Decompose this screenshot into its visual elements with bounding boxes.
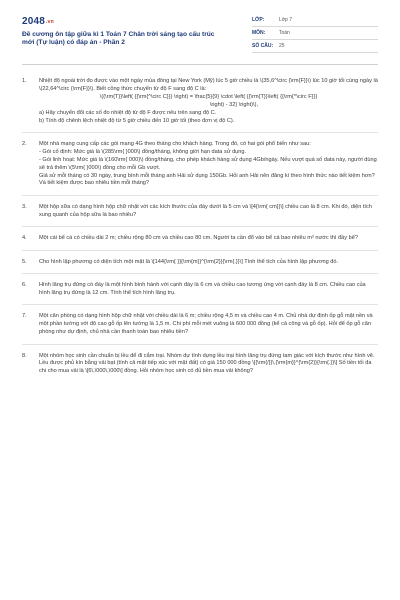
question-item <box>22 313 378 337</box>
meta-key: SỐ CÂU: <box>252 43 274 49</box>
question-text-line: Một căn phòng có dạng hình hộp chữ nhật với chiều dài là 6 m; chiều rộng 4,5 m và chiều cao 4 m. Chủ nhà dự định ốp gỗ mặt nền và một phần tường với độ cao gỗ ốp lên tường là 1,5 m. Chi phí mỗi mét vuông là 600 000 đồng (kể cả công và gỗ ốp). Hỏi để ốp gỗ căn phòng như dự định, chủ nhà cần thanh toán bao nhiêu tiền? <box>39 313 375 336</box>
question-separator <box>22 250 378 251</box>
document-meta <box>252 14 378 53</box>
question-separator <box>22 195 378 196</box>
question-text-line: \({\rm{T}}\left( {{\rm{^\circ C}}} \right) = \frac{5}{9} \cdot \left( {{\rm{T}}\left( {{\rm{^\circ F}}} <box>99 93 318 100</box>
question-text-line: Một hộp sữa có dạng hình hộp chữ nhật với các kích thước của đáy dưới là 5 cm và \[4{\rm{ cm}}\] chiều cao là 8 cm. Khi đó, diện tích xung quanh của hộp sữa là bao nhiêu? <box>39 203 374 218</box>
question-number: 4. <box>22 235 27 242</box>
question-text-line: a) Hãy chuyển đổi các số đo nhiệt độ từ độ F được nêu trên sang độ C. <box>39 109 217 116</box>
meta-row-question-count <box>252 40 378 53</box>
question-separator <box>22 273 378 274</box>
question-number: 6. <box>22 282 27 288</box>
document-title: Đề cương ôn tập giữa kì 1 Toán 7 Chân trời sáng tạo cấu trúc mới (Tự luận) có đáp án - Phần 2 <box>22 31 215 47</box>
document-header <box>22 14 378 60</box>
question-text-line: Một nhà mạng cung cấp các gói mạng 4G theo tháng cho khách hàng. Trong đó, có hai gói phổ biến như sau: <box>39 140 311 147</box>
question-separator <box>22 304 378 305</box>
question-text-line: Hình lăng trụ đứng có đáy là một hình bình hành với cạnh đáy là 6 cm và chiều cao tương ứng với cạnh đáy là 8 cm. Chiều cao của hình lăng trụ đứng là 12 cm. Tính thể tích hình lăng trụ. <box>39 282 368 296</box>
question-text-line: Một nhóm học sinh cần chuẩn bị lều để đi cắm trại. Nhóm dự tính dựng lều trại hình lăng trụ đứng tam giác với kích thước như hình vẽ. Lều được phủ kín bằng vải bạt (tính cả mặt tiếp xúc với mặt đất) có giá 150 000 đồng \[{\rm{/}}\,{\rm{m}}^{\rm{2}}{\rm{.}}\] Số tiền tối đa chi cho mua vải là \[6\,\000\,\000\] đồng. Hỏi nhóm học sinh có đủ tiền mua vải không? <box>39 352 377 375</box>
meta-row-grade <box>252 14 378 27</box>
question-number: 3. <box>22 203 27 210</box>
question-item <box>22 78 378 125</box>
question-separator <box>22 132 378 133</box>
question-text-line: - Gói cố định: Mức giá là \(285\rm{ }000\) đồng/tháng, không giới hạn data sử dụng. <box>39 148 247 155</box>
question-text-line: \right) - 32} \right)\), <box>209 101 258 108</box>
question-text-line: Giả sử mỗi tháng có 30 ngày, trung bình mỗi tháng anh Hải sử dụng 150Gb. Hỏi anh Hải nên đăng kí theo hình thức nào tiết kiệm hơn? Và tiết kiệm được bao nhiêu tiền mỗi tháng? <box>39 172 377 187</box>
meta-value: Toán <box>279 30 290 36</box>
question-separator <box>22 344 378 345</box>
question-item <box>22 235 378 243</box>
question-text-line: Một cái bể cá có chiều dài 2 m; chiều rộng 80 cm và chiều cao 80 cm. Người ta cần đổ vào bể cá bao nhiêu m³ nước thì đầy bể? <box>39 235 358 242</box>
site-logo[interactable] <box>22 16 54 27</box>
question-separator <box>22 226 378 227</box>
question-number: 1. <box>22 78 27 84</box>
question-item <box>22 204 378 220</box>
logo-main-text: 2048 <box>22 16 46 27</box>
question-number: 2. <box>22 140 27 147</box>
meta-key: LỚP: <box>252 17 265 23</box>
meta-row-subject <box>252 27 378 40</box>
meta-key: MÔN: <box>252 30 266 36</box>
question-number: 5. <box>22 258 27 265</box>
question-item <box>22 282 378 298</box>
question-item <box>22 141 378 188</box>
question-item <box>22 353 378 377</box>
meta-value: Lớp 7 <box>279 17 293 23</box>
question-text-line: Nhiệt độ ngoài trời đo được vào một ngày mùa đông tại New York (Mỹ) lúc 5 giờ chiều là \(35,6^\circ {\rm{F}}\) lúc 10 giờ tối cùng ngày là \(22,64^\circ {\rm{F}}\). Biết công thức chuyển từ độ F sang độ C là: <box>39 78 380 92</box>
question-item <box>22 259 378 267</box>
header-divider <box>22 64 378 65</box>
question-number: 7. <box>22 313 27 320</box>
question-number: 8. <box>22 352 27 359</box>
meta-value: 25 <box>279 43 285 49</box>
question-text-line: - Gói linh hoạt: Mức giá là \(160\rm{ 000}\) đồng/tháng, cho phép khách hàng sử dụng 4Gb/ngày. Nếu vượt quá số data này, người dùng sẽ trả thêm \(5\rm{ }000\) đồng cho mỗi Gb vượt. <box>39 156 379 171</box>
logo-sub-text: .vn <box>46 19 54 25</box>
question-list <box>22 78 378 383</box>
question-text-line: b) Tính độ chênh lệch nhiệt độ từ 5 giờ chiều đến 10 giờ tối (theo đơn vị độ C). <box>39 117 235 124</box>
question-text-line: Cho hình lập phương có diện tích một mặt là \[144{\rm{ }}{\rm{m}}^{\rm{2}}{\rm{.}}\] Tính thể tích của hình lập phương đó. <box>39 258 339 265</box>
